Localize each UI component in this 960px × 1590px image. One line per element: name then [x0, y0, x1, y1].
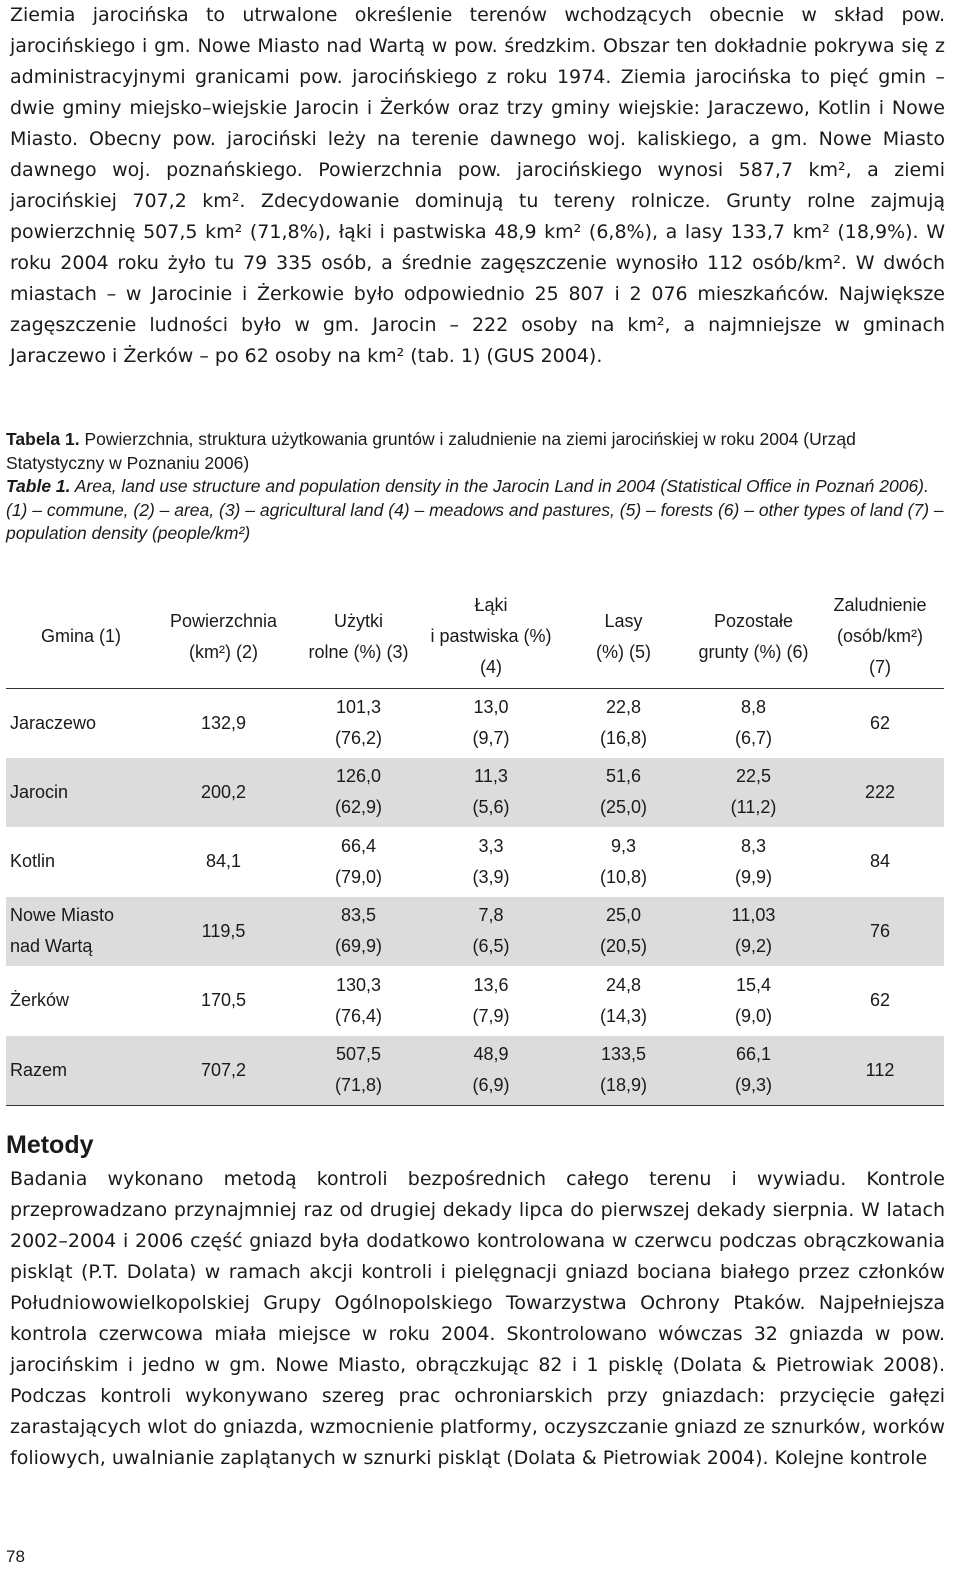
cell-agricultural-line: 66,4	[340, 835, 377, 856]
cell-gmina	[6, 966, 156, 1036]
cell-density: 76	[869, 920, 891, 941]
cell-agricultural-line: 126,0	[335, 766, 382, 787]
cell-agricultural-line: (76,4)	[334, 1005, 383, 1026]
cell-gmina-line: Kotlin	[10, 851, 56, 872]
header-agricultural-line: Użytki	[334, 610, 383, 631]
cell-density: 62	[869, 990, 891, 1011]
cell-agricultural-line: (69,9)	[334, 936, 383, 957]
cell-area: 200,2	[200, 781, 247, 802]
cell-density: 84	[869, 851, 891, 872]
header-density	[816, 586, 944, 688]
header-gmina-line: Gmina (1)	[40, 626, 121, 647]
cell-gmina	[6, 827, 156, 897]
header-meadows-line: (4)	[480, 657, 502, 678]
table-row	[6, 758, 944, 828]
cell-forests	[556, 1036, 691, 1106]
table-caption	[6, 428, 946, 546]
header-meadows-line: Łąki	[474, 595, 508, 616]
cell-forests	[556, 758, 691, 828]
cell-forests-line: (14,3)	[599, 1005, 648, 1026]
cell-forests	[556, 827, 691, 897]
caption-english	[6, 475, 946, 546]
cell-forests	[556, 897, 691, 967]
cell-area: 84,1	[205, 851, 242, 872]
table-row	[6, 1036, 944, 1106]
cell-area: 132,9	[200, 712, 247, 733]
header-area	[156, 586, 291, 688]
table-header-row	[6, 586, 944, 688]
cell-meadows-line: 11,3	[474, 766, 508, 787]
cell-other-land-line: 22,5	[735, 766, 772, 787]
cell-agricultural	[291, 966, 426, 1036]
cell-forests-line: (18,9)	[599, 1075, 648, 1095]
cell-other-land-line: (9,0)	[734, 1005, 772, 1026]
table-body	[6, 688, 944, 1105]
cell-meadows	[426, 827, 556, 897]
intro-paragraph: Ziemia jarocińska to utrwalone określenie terenów wchodzących obecnie w skład pow. jarocińskiego i gm. Nowe Miasto nad Wartą w pow. średzkim. Obszar ten dokładnie pokrywa się z administracyjnymi granicami pow. jarocińskiego z roku 1974. Ziemia jarocińska to pięć gmin – dwie gminy miejsko–wiejskie Jarocin i Żerków oraz trzy gminy wiejskie: Jaraczewo, Kotlin i Nowe Miasto. Obecny pow. jarociński leży na terenie dawnego woj. kaliskiego, a gm. Nowe Miasto dawnego woj. poznańskiego. Powierzchnia pow. jarocińskiego wynosi 587,7 km², a ziemi jarocińskiej 707,2 km². Zdecydowanie dominują tu tereny rolnicze. Grunty rolne zajmują powierzchnię 507,5 km² (71,8%), łąki i pastwiska 48,9 km² (6,8%), a lasy 133,7 km² (18,9%). W roku 2004 roku żyło tu 79 335 osób, a średnie zagęszczenie wynosiło 112 osób/km². W dwóch miastach – w Jarocinie i Żerkowie było odpowiednio 25 807 i 2 076 mieszkańców. Największe zagęszczenie ludności było w gm. Jarocin – 222 osoby na km², a najmniejsze w gminach Jaraczewo i Żerków – po 62 osoby na km² (tab. 1) (GUS 2004).	[10, 4, 945, 367]
cell-meadows-line: (6,5)	[472, 936, 510, 957]
header-other-land-line: Pozostałe	[713, 610, 794, 631]
cell-gmina	[6, 1036, 156, 1106]
cell-density: 112	[865, 1059, 895, 1080]
cell-meadows-line: (9,7)	[472, 728, 510, 748]
cell-other-land-line: 8,8	[740, 697, 767, 717]
cell-agricultural-line: 83,5	[340, 905, 377, 926]
cell-gmina-line: Jarocin	[10, 781, 69, 802]
cell-agricultural-line: 130,3	[335, 974, 382, 995]
cell-other-land-line: (9,3)	[734, 1075, 772, 1095]
header-agricultural-line: rolne (%) (3)	[308, 641, 409, 662]
cell-forests-line: (20,5)	[599, 936, 648, 957]
cell-forests-line: 25,0	[605, 905, 642, 926]
header-other-land-line: grunty (%) (6)	[698, 641, 809, 662]
header-forests	[556, 586, 691, 688]
header-forests-line: Lasy	[604, 610, 643, 631]
cell-other-land-line: (9,9)	[734, 866, 772, 887]
header-density-line: (7)	[869, 657, 891, 678]
cell-meadows-line: 7,8	[478, 905, 504, 926]
header-gmina	[6, 586, 156, 688]
header-forests-line: (%) (5)	[596, 641, 651, 662]
cell-meadows	[426, 897, 556, 967]
cell-forests-line: 133,5	[600, 1044, 647, 1064]
cell-area: 119,5	[201, 920, 246, 941]
cell-meadows-line: 3,3	[478, 835, 504, 856]
table-row	[6, 688, 944, 758]
cell-density: 62	[869, 712, 891, 733]
header-meadows	[426, 586, 556, 688]
cell-gmina-line: Żerków	[10, 990, 70, 1011]
cell-other-land-line: (9,2)	[734, 936, 772, 957]
cell-agricultural-line: (71,8)	[334, 1075, 383, 1095]
cell-agricultural-line: (76,2)	[334, 728, 383, 748]
header-other-land	[691, 586, 816, 688]
cell-forests-line: 24,8	[605, 974, 642, 995]
cell-agricultural	[291, 688, 426, 758]
cell-forests-line: (10,8)	[599, 866, 648, 887]
cell-forests-line: (16,8)	[599, 728, 648, 748]
cell-meadows-line: 48,9	[473, 1044, 509, 1064]
cell-meadows	[426, 688, 556, 758]
cell-forests-line: 51,6	[605, 766, 642, 787]
cell-other-land	[691, 966, 816, 1036]
cell-forests-line: 9,3	[610, 835, 637, 856]
caption-polish-label: Tabela 1.	[6, 429, 80, 449]
cell-meadows-line: (3,9)	[472, 866, 510, 887]
cell-agricultural	[291, 1036, 426, 1106]
cell-gmina	[6, 688, 156, 758]
page-number: 78	[6, 1547, 25, 1566]
cell-gmina-line: Nowe Miasto	[10, 905, 115, 926]
cell-gmina-line: Jaraczewo	[10, 712, 97, 733]
cell-density: 222	[864, 781, 896, 802]
caption-english-label: Table 1.	[6, 476, 71, 496]
cell-gmina	[6, 897, 156, 967]
cell-meadows-line: 13,6	[473, 974, 509, 995]
land-use-table	[6, 586, 944, 1106]
cell-area: 707,2	[200, 1059, 247, 1080]
cell-other-land-line: 11,03	[731, 905, 776, 926]
cell-meadows-line: (6,9)	[472, 1075, 510, 1095]
cell-agricultural-line: 507,5	[335, 1044, 382, 1064]
methods-paragraph: Badania wykonano metodą kontroli bezpośrednich całego terenu i wywiadu. Kontrole przeprowadzano przynajmniej raz od drugiej dekady lipca do pierwszej dekady sierpnia. W latach 2002–2004 i 2006 część gniazd była dodatkowo kontrolowana w czerwcu podczas obrączkowania piskląt (P.T. Dolata) w ramach akcji kontroli i pielęgnacji gniazd bociana białego przez członków Południowowielkopolskiej Grupy Ogólnopolskiego Towarzystwa Ochrony Ptaków. Najpełniejsza kontrola czerwcowa miała miejsce w roku 2004. Skontrolowano wówczas 32 gniazda w pow. jarocińskim i jedno w gm. Nowe Miasto, obrączkując 82 i 1 pisklę (Dolata & Pietrowiak 2008). Podczas kontroli wykonywano szereg prac ochroniarskich przy gniazdach: przycięcie gałęzi zarastających wlot do gniazda, wzmocnienie platformy, oczyszczanie gniazd ze sznurków, worków foliowych, uwalnianie zaplątanych w sznurki piskląt (Dolata & Pietrowiak 2004). Kolejne kontrole	[10, 1168, 945, 1469]
cell-other-land-line: 66,1	[735, 1044, 772, 1064]
table-row	[6, 827, 944, 897]
cell-forests-line: (25,0)	[599, 797, 648, 818]
cell-meadows	[426, 1036, 556, 1106]
cell-meadows-line: (5,6)	[472, 797, 510, 818]
cell-meadows	[426, 966, 556, 1036]
cell-agricultural	[291, 827, 426, 897]
cell-meadows	[426, 758, 556, 828]
cell-agricultural-line: (79,0)	[334, 866, 383, 887]
cell-other-land	[691, 1036, 816, 1106]
cell-gmina	[6, 758, 156, 828]
table-row	[6, 966, 944, 1036]
header-area-line: (km²) (2)	[189, 641, 258, 662]
header-area-line: Powierzchnia	[169, 610, 278, 631]
header-meadows-line: i pastwiska (%)	[430, 626, 552, 647]
section-title: Metody	[6, 1131, 94, 1159]
cell-meadows-line: 13,0	[473, 697, 509, 717]
table-row	[6, 897, 944, 967]
header-density-line: (osób/km²)	[836, 626, 923, 647]
cell-other-land	[691, 827, 816, 897]
cell-other-land-line: (6,7)	[734, 728, 772, 748]
cell-area: 170,5	[200, 990, 247, 1011]
cell-other-land-line: 8,3	[740, 835, 767, 856]
header-density-line: Zaludnienie	[833, 595, 927, 616]
caption-polish	[6, 428, 946, 475]
cell-other-land	[691, 688, 816, 758]
header-agricultural	[291, 586, 426, 688]
cell-agricultural-line: 101,3	[335, 697, 382, 717]
cell-agricultural-line: (62,9)	[334, 797, 383, 818]
cell-gmina-line: Razem	[10, 1059, 68, 1080]
cell-forests	[556, 688, 691, 758]
cell-agricultural	[291, 897, 426, 967]
cell-other-land	[691, 897, 816, 967]
caption-polish-text: Powierzchnia, struktura użytkowania gruntów i zaludnienie na ziemi jarocińskiej w roku 2004 (Urząd Statystyczny w Poznaniu 2006)	[6, 429, 856, 473]
cell-other-land-line: 15,4	[735, 974, 772, 995]
caption-english-text: Area, land use structure and population density in the Jarocin Land in 2004 (Statistical Office in Poznań 2006). (1) – commune, (2) – area, (3) – agricultural land (4) – meadows and pastures, (5) – forests (6) – other types of land (7) – population density (people/km²)	[6, 476, 944, 543]
cell-meadows-line: (7,9)	[472, 1005, 510, 1026]
cell-forests-line: 22,8	[605, 697, 642, 717]
cell-gmina-line: nad Wartą	[10, 936, 93, 957]
cell-forests	[556, 966, 691, 1036]
cell-other-land	[691, 758, 816, 828]
cell-other-land-line: (11,2)	[730, 797, 777, 818]
cell-agricultural	[291, 758, 426, 828]
